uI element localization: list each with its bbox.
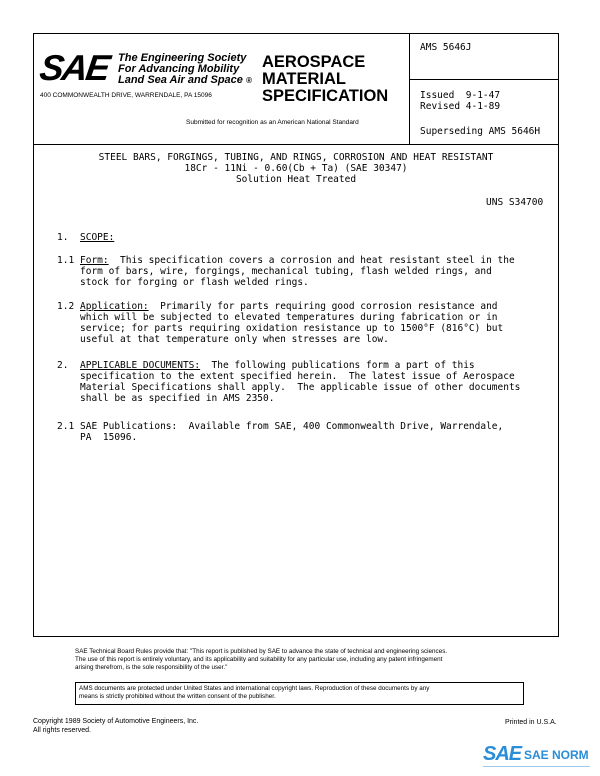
section-1-1-line-1 bbox=[80, 255, 515, 267]
section-1-1-text-1: This specification covers a corrosion and heat resistant steel in the bbox=[108, 255, 515, 266]
sae-address: 400 COMMONWEALTH DRIVE, WARRENDALE, PA 15096 bbox=[40, 92, 212, 99]
superseding: Superseding AMS 5646H bbox=[420, 126, 541, 137]
section-2-1-number: 2.1 bbox=[57, 421, 75, 432]
section-1-2-line-1 bbox=[80, 301, 498, 313]
section-2-label: APPLICABLE DOCUMENTS: bbox=[80, 360, 201, 371]
copyright-notice-line-2: means is strictly prohibited without the written consent of the publisher. bbox=[79, 693, 276, 700]
watermark-logo: SAE bbox=[483, 743, 522, 765]
section-2-1-line-1: SAE Publications: Available from SAE, 400 Commonwealth Drive, Warrendale, bbox=[80, 421, 504, 432]
section-1-2-text-1: Primarily for parts requiring good corrosion resistance and bbox=[148, 301, 498, 312]
doc-number-divider bbox=[409, 79, 559, 80]
org-line-2: For Advancing Mobility bbox=[118, 63, 240, 75]
header-divider-vertical bbox=[409, 33, 410, 144]
watermark-text: SAE NORM bbox=[524, 748, 589, 762]
board-rules-line-2: The use of this report is entirely voluntary, and its applicability and suitability for any particular use, including any patent infringement bbox=[75, 656, 443, 663]
section-1-2-label: Application: bbox=[80, 301, 149, 312]
subject-line-3: Solution Heat Treated bbox=[235, 174, 357, 185]
section-2-line-3: Material Specifications shall apply. The applicable issue of other documents bbox=[80, 382, 521, 393]
registered-mark: ® bbox=[245, 76, 252, 85]
watermark-underline bbox=[483, 766, 590, 767]
board-rules-line-3: arising therefrom, is the sole responsibility of the user." bbox=[75, 664, 228, 671]
copyright-notice-line-1: AMS documents are protected under United States and international copyright laws. Reproduction of these documents by any bbox=[79, 685, 430, 692]
section-2-1-line-2: PA 15096. bbox=[80, 432, 138, 443]
title-material: MATERIAL bbox=[262, 70, 347, 88]
section-1-2-line-3: service; for parts requiring oxidation resistance up to 1500°F (816°C) but bbox=[80, 323, 504, 334]
section-2-line-2: specification to the extent specified herein. The latest issue of Aerospace bbox=[80, 371, 515, 382]
section-1-2-line-2: which will be subjected to elevated temperatures during fabrication or in bbox=[80, 312, 498, 323]
section-1-number: 1. bbox=[57, 232, 69, 243]
sae-logo: SAE bbox=[37, 47, 111, 88]
section-1-title: SCOPE: bbox=[80, 232, 115, 243]
org-line-1: The Engineering Society bbox=[118, 52, 247, 64]
rights-reserved: All rights reserved. bbox=[33, 727, 91, 734]
header-divider-horizontal bbox=[33, 144, 559, 145]
sae-norm-watermark bbox=[483, 743, 521, 766]
section-2-number: 2. bbox=[57, 360, 69, 371]
board-rules-line-1: SAE Technical Board Rules provide that: "This report is published by SAE to advance the state of technical and engineering sciences. bbox=[75, 648, 448, 655]
section-1-1-number: 1.1 bbox=[57, 255, 75, 266]
doc-number: AMS 5646J bbox=[420, 42, 472, 53]
org-line-3-text: Land Sea Air and Space bbox=[118, 74, 243, 86]
subject-line-2: 18Cr - 11Ni - 0.60(Cb + Ta) (SAE 30347) bbox=[184, 163, 408, 174]
section-2-line-4: shall be as specified in AMS 2350. bbox=[80, 393, 275, 404]
revised-date: Revised 4-1-89 bbox=[420, 101, 501, 112]
ansi-submission-note: Submitted for recognition as an American National Standard bbox=[186, 119, 359, 126]
section-1-2-line-4: useful at that temperature only when stresses are low. bbox=[80, 334, 389, 345]
issued-date: Issued 9-1-47 bbox=[420, 90, 501, 101]
section-1-1-line-2: form of bars, wire, forgings, mechanical tubing, flash welded rings, and bbox=[80, 266, 492, 277]
section-2-line-1 bbox=[80, 360, 475, 372]
subject-line-1: STEEL BARS, FORGINGS, TUBING, AND RINGS, CORROSION AND HEAT RESISTANT bbox=[98, 152, 494, 163]
title-specification: SPECIFICATION bbox=[262, 87, 389, 105]
org-line-3 bbox=[118, 74, 252, 87]
title-aerospace: AEROSPACE bbox=[262, 53, 366, 71]
section-1-1-label: Form: bbox=[80, 255, 109, 266]
printed-in: Printed in U.S.A. bbox=[505, 719, 557, 726]
copyright-line: Copyright 1989 Society of Automotive Engineers, Inc. bbox=[33, 718, 199, 725]
section-2-text-1: The following publications form a part of this bbox=[200, 360, 475, 371]
uns-number: UNS S34700 bbox=[486, 197, 544, 208]
section-1-1-line-3: stock for forging or flash welded rings. bbox=[80, 277, 309, 288]
section-1-2-number: 1.2 bbox=[57, 301, 75, 312]
